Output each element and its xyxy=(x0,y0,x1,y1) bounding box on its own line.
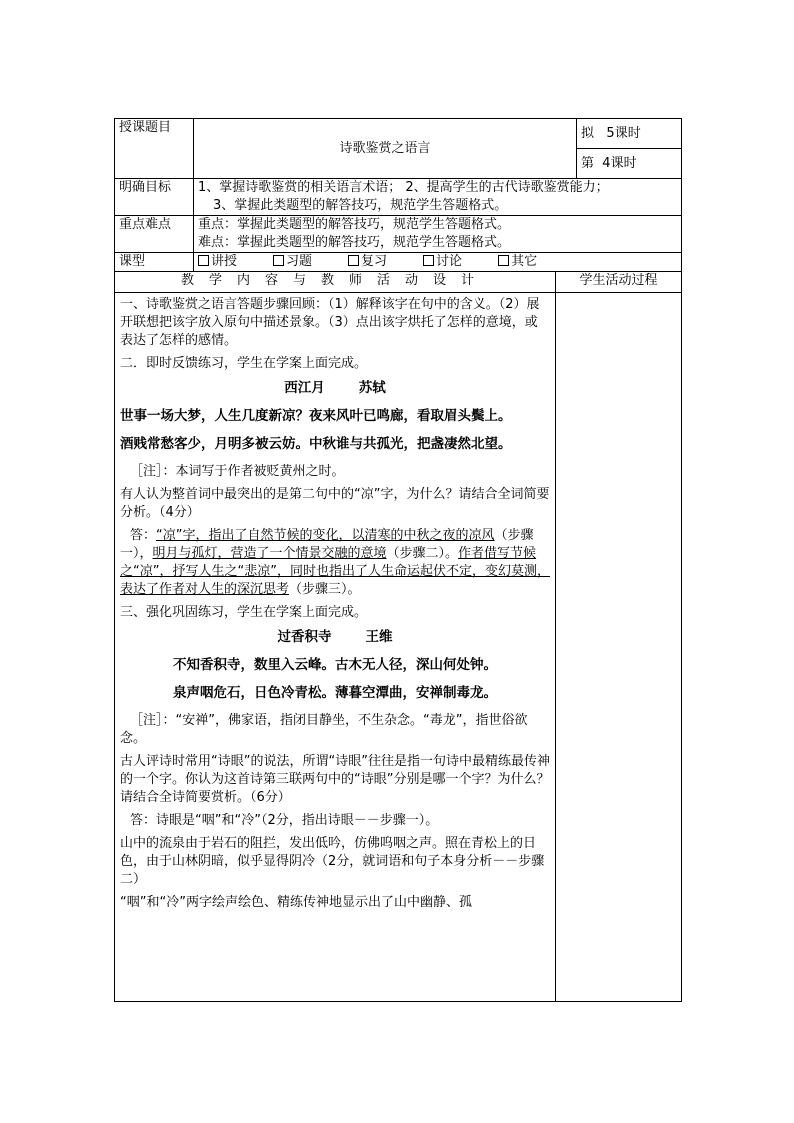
key-points xyxy=(194,216,682,253)
poem-1-heading xyxy=(120,379,550,397)
lesson-plan-table xyxy=(114,118,682,1002)
section-3: 三、强化巩固练习，学生在学案上面完成。 xyxy=(120,605,368,620)
poem-1-author: 苏轼 xyxy=(358,380,386,396)
section-1: 一、诗歌鉴赏之语言答题步骤回顾：（1）解释该字在句中的含义。（2）展开联想把该字放入原句中描述景象。（3）点出该字烘托了怎样的意境，或表达了怎样的感情。 xyxy=(120,297,540,348)
section-2: 二．即时反馈练习，学生在学案上面完成。 xyxy=(120,356,368,371)
poem-2-answer-3: “咽”和“冷”两字绘声绘色、精练传神地显示出了山中幽静、孤 xyxy=(120,895,472,910)
student-activity-cell xyxy=(556,293,682,1002)
poem-1-title: 西江月 xyxy=(284,380,325,396)
poem-2-author: 王维 xyxy=(365,629,393,645)
type-option-exercise[interactable]: 习题 xyxy=(273,253,312,271)
poem-2-heading xyxy=(120,628,550,646)
objectives xyxy=(194,179,682,216)
poem-2-line-2: 泉声咽危石，日色冷青松。薄暮空潭曲，安禅制毒龙。 xyxy=(173,685,497,701)
objectives-label: 明确目标 xyxy=(115,179,194,216)
key-points-label: 重点难点 xyxy=(115,216,194,253)
key-point: 重点：掌握此类题型的解答技巧，规范学生答题格式。 xyxy=(198,217,511,232)
checkbox[interactable] xyxy=(198,255,209,266)
topic-label: 授课题目 xyxy=(115,119,194,179)
type-option-lecture[interactable]: 讲授 xyxy=(198,253,237,271)
checkbox[interactable] xyxy=(273,255,284,266)
poem-2-answer-2: 山中的流泉由于岩石的阻拦，发出低吟，仿佛呜咽之声。照在青松上的日色，由于山林阴暗，似乎显得阴冷（2分，就词语和句子本身分析－－步骤二） xyxy=(120,836,545,887)
difficult-point: 难点：掌握此类题型的解答技巧，规范学生答题格式。 xyxy=(198,235,511,250)
poem-1-note: ［注］：本词写于作者被贬黄州之时。 xyxy=(130,464,345,479)
teaching-content xyxy=(115,293,556,1002)
type-option-review[interactable]: 复习 xyxy=(348,253,387,271)
lesson-type-options xyxy=(194,253,682,272)
lesson-type-label: 课型 xyxy=(115,253,194,272)
poem-2-question: 古人评诗时常用“诗眼”的说法，所谓“诗眼”往往是指一句诗中最精练最传神的一个字。你认为这首诗第三联两句中的“诗眼”分别是哪一个字？为什么？请结合全诗简要赏析。（6分） xyxy=(120,754,550,805)
lesson-topic: 诗歌鉴赏之语言 xyxy=(194,119,577,179)
poem-1-line-2: 酒贱常愁客少，月明多被云妨。中秋谁与共孤光，把盏凄然北望。 xyxy=(120,436,512,452)
poem-1-question: 有人认为整首词中最突出的是第二句中的“凉”字，为什么？请结合全词简要分析。（4分） xyxy=(120,487,550,520)
checkbox[interactable] xyxy=(498,255,509,266)
objective-line-1: 1、掌握诗歌鉴赏的相关语言术语； 2、提高学生的古代诗歌鉴赏能力； xyxy=(198,180,609,195)
poem-1-answer: 答：“凉”字，指出了自然节候的变化，以清寒的中秋之夜的凉风（步骤一），明月与孤灯，营造了一个情景交融的意境（步骤二）。作者借写节候之“凉”，抒写人生之“悲凉”，同时也指出了人生命运起伏不定，变幻莫测，表达了作者对人生的深沉思考（步骤三）。 xyxy=(120,528,550,597)
poem-2-note: ［注］：“安禅”，佛家语，指闭目静坐，不生杂念。“毒龙”，指世俗欲念。 xyxy=(120,713,528,746)
poem-2-line-1: 不知香积寺，数里入云峰。古木无人径，深山何处钟。 xyxy=(173,657,497,673)
lesson-plan xyxy=(114,118,681,1002)
objective-line-2: 3、掌握此类题型的解答技巧，规范学生答题格式。 xyxy=(213,198,508,213)
type-option-discussion[interactable]: 讨论 xyxy=(423,253,462,271)
type-option-other[interactable]: 其它 xyxy=(498,253,537,271)
poem-2-title: 过香积寺 xyxy=(277,629,332,645)
planned-hours: 拟 5课时 xyxy=(577,119,682,149)
checkbox[interactable] xyxy=(348,255,359,266)
checkbox[interactable] xyxy=(423,255,434,266)
student-activity-header: 学生活动过程 xyxy=(556,272,682,293)
content-header: 教学内容与教师活动设计 xyxy=(115,272,556,293)
poem-2-answer-1: 答：诗眼是“咽”和“冷”（2分，指出诗眼－－步骤一）。 xyxy=(130,813,439,828)
current-hour: 第 4课时 xyxy=(577,149,682,179)
poem-1-line-1: 世事一场大梦，人生几度新凉？夜来风叶已鸣廊，看取眉头鬓上。 xyxy=(120,408,512,424)
